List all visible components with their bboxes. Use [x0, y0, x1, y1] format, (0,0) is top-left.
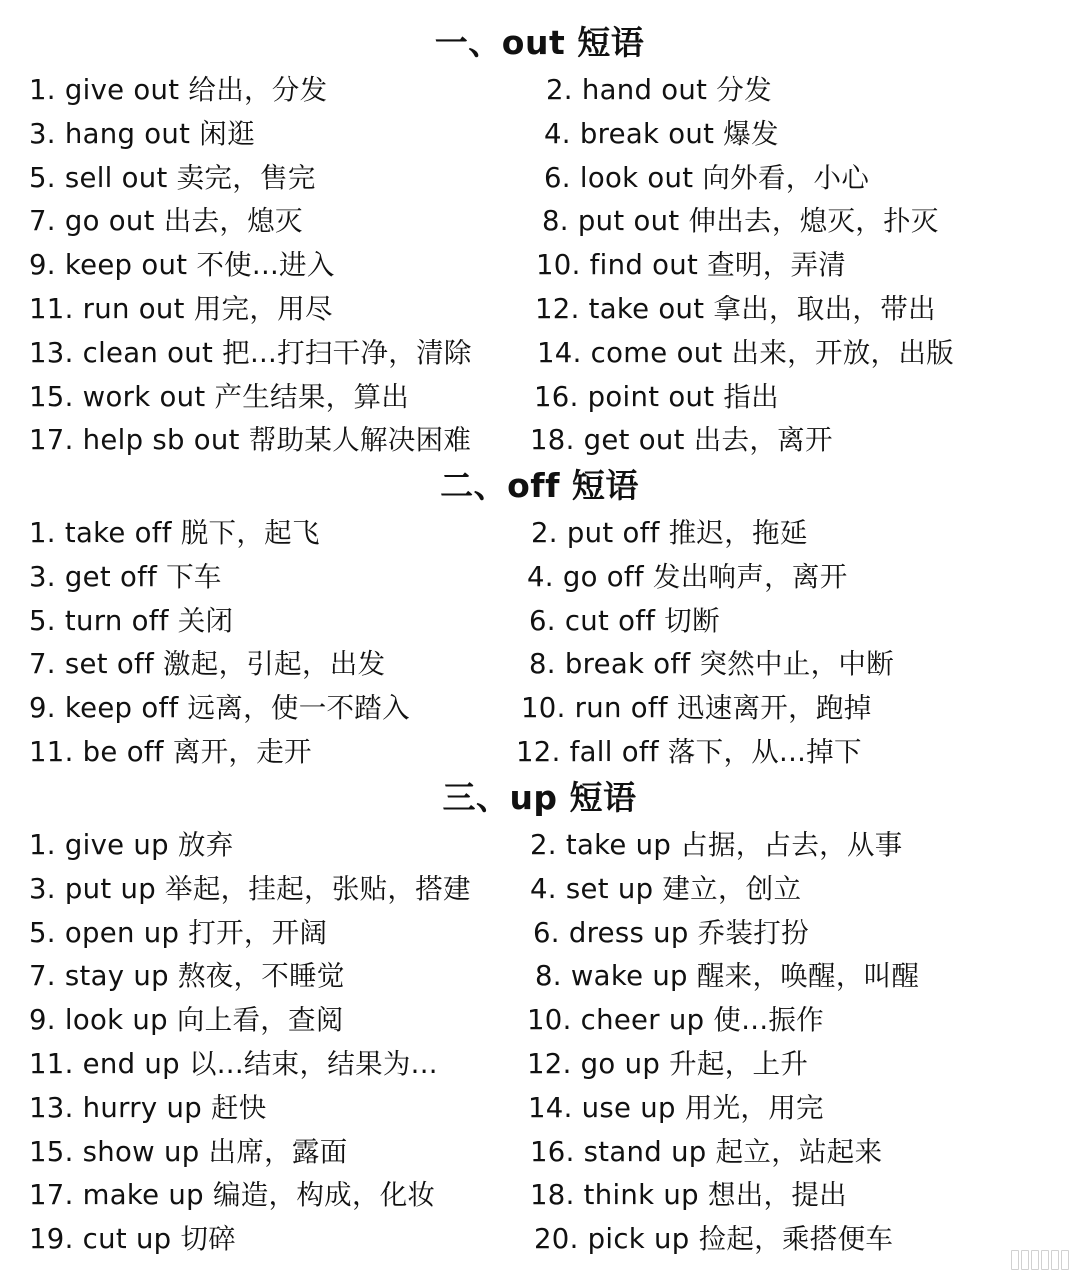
phrase-item: 8. break off 突然中止，中断 — [529, 648, 895, 681]
list-item — [0, 511, 1079, 555]
phrase-item: 12. fall off 落下，从...掉下 — [516, 735, 862, 768]
list-item — [0, 555, 1079, 599]
phrase-item: 7. set off 激起，引起，出发 — [29, 648, 386, 681]
phrase-item: 11. end up 以...结束，结果为... — [29, 1047, 438, 1080]
phrase-item: 15. work out 产生结果，算出 — [29, 380, 410, 413]
phrase-item: 11. run out 用完，用尽 — [29, 292, 333, 325]
section-off-list — [0, 511, 1079, 774]
phrase-item: 6. dress up 乔装打扮 — [533, 916, 809, 949]
section-up-list — [0, 823, 1079, 1261]
list-item — [0, 287, 1079, 331]
list-item — [0, 1086, 1079, 1130]
phrase-item: 5. turn off 关闭 — [29, 604, 234, 637]
phrase-item: 1. give up 放弃 — [29, 829, 234, 861]
phrase-item: 13. hurry up 赶快 — [29, 1091, 267, 1124]
phrase-item: 10. run off 迅速离开，跑掉 — [521, 692, 872, 725]
list-item — [0, 375, 1079, 419]
phrase-item: 14. come out 出来，开放，出版 — [537, 336, 954, 369]
phrase-item: 16. point out 指出 — [534, 380, 779, 413]
phrase-item: 8. put out 伸出去，熄灭，扑灭 — [542, 205, 939, 238]
phrase-item: 16. stand up 起立，站起来 — [530, 1135, 883, 1168]
list-item — [0, 823, 1079, 867]
phrase-item: 10. cheer up 使...振作 — [527, 1004, 824, 1037]
phrase-item: 19. cut up 切碎 — [29, 1223, 237, 1256]
phrase-item: 18. get out 出去，离开 — [530, 424, 833, 457]
list-item — [0, 156, 1079, 200]
phrase-item: 14. use up 用光，用完 — [528, 1091, 824, 1124]
list-item — [0, 1217, 1079, 1261]
list-item — [0, 418, 1079, 462]
phrase-item: 4. break out 爆发 — [544, 117, 779, 150]
list-item — [0, 243, 1079, 287]
list-item — [0, 68, 1079, 112]
phrase-item: 7. go out 出去，熄灭 — [29, 205, 303, 238]
phrase-item: 4. set up 建立，创立 — [530, 872, 802, 905]
phrase-item: 6. look out 向外看，小心 — [544, 161, 870, 194]
phrase-item: 4. go off 发出响声，离开 — [527, 560, 848, 593]
list-item — [0, 998, 1079, 1042]
section-title-out: 一、out 短语 — [434, 23, 645, 62]
phrase-item: 7. stay up 熬夜，不睡觉 — [29, 960, 345, 993]
phrase-item: 5. open up 打开，开阔 — [29, 916, 328, 949]
section-out-list — [0, 68, 1079, 462]
section-title-up: 三、up 短语 — [442, 778, 637, 817]
phrase-item: 8. wake up 醒来，唤醒，叫醒 — [535, 960, 920, 993]
phrase-item: 10. find out 查明，弄清 — [536, 249, 847, 282]
phrase-item: 13. clean out 把...打扫干净，清除 — [29, 336, 472, 369]
list-item — [0, 867, 1079, 911]
phrase-item: 1. take off 脱下，起飞 — [29, 517, 320, 549]
phrase-item: 17. help sb out 帮助某人解决困难 — [29, 424, 472, 457]
phrase-item: 11. be off 离开，走开 — [29, 735, 312, 768]
list-item — [0, 642, 1079, 686]
list-item — [0, 112, 1079, 156]
list-item — [0, 331, 1079, 375]
list-item — [0, 199, 1079, 243]
watermark-icon — [1011, 1250, 1069, 1270]
list-item — [0, 1173, 1079, 1217]
list-item — [0, 1042, 1079, 1086]
phrase-item: 15. show up 出席，露面 — [29, 1135, 348, 1168]
list-item — [0, 954, 1079, 998]
phrase-item: 1. give out 给出，分发 — [29, 74, 328, 106]
list-item — [0, 599, 1079, 643]
phrase-item: 9. keep out 不使...进入 — [29, 249, 335, 282]
phrase-item: 17. make up 编造，构成，化妆 — [29, 1179, 436, 1212]
phrase-item: 3. put up 举起，挂起，张贴，搭建 — [29, 872, 471, 905]
phrase-item: 12. go up 升起，上升 — [527, 1047, 809, 1080]
phrase-item: 2. hand out 分发 — [546, 74, 772, 106]
list-item — [0, 1130, 1079, 1174]
phrase-item: 5. sell out 卖完，售完 — [29, 161, 316, 194]
phrase-item: 2. put off 推迟，拖延 — [531, 517, 808, 549]
section-title-off: 二、off 短语 — [440, 466, 639, 505]
phrase-item: 9. look up 向上看，查阅 — [29, 1004, 344, 1037]
list-item — [0, 686, 1079, 730]
phrase-item: 3. hang out 闲逛 — [29, 117, 255, 150]
phrase-item: 3. get off 下车 — [29, 560, 222, 593]
phrase-item: 12. take out 拿出，取出，带出 — [535, 292, 936, 325]
list-item — [0, 911, 1079, 955]
phrase-item: 9. keep off 远离，使一不踏入 — [29, 692, 410, 725]
list-item — [0, 730, 1079, 774]
phrase-item: 20. pick up 捡起，乘搭便车 — [534, 1223, 894, 1256]
phrase-item: 2. take up 占据，占去，从事 — [530, 829, 903, 861]
phrase-item: 18. think up 想出，提出 — [530, 1179, 847, 1212]
phrase-item: 6. cut off 切断 — [529, 604, 720, 637]
